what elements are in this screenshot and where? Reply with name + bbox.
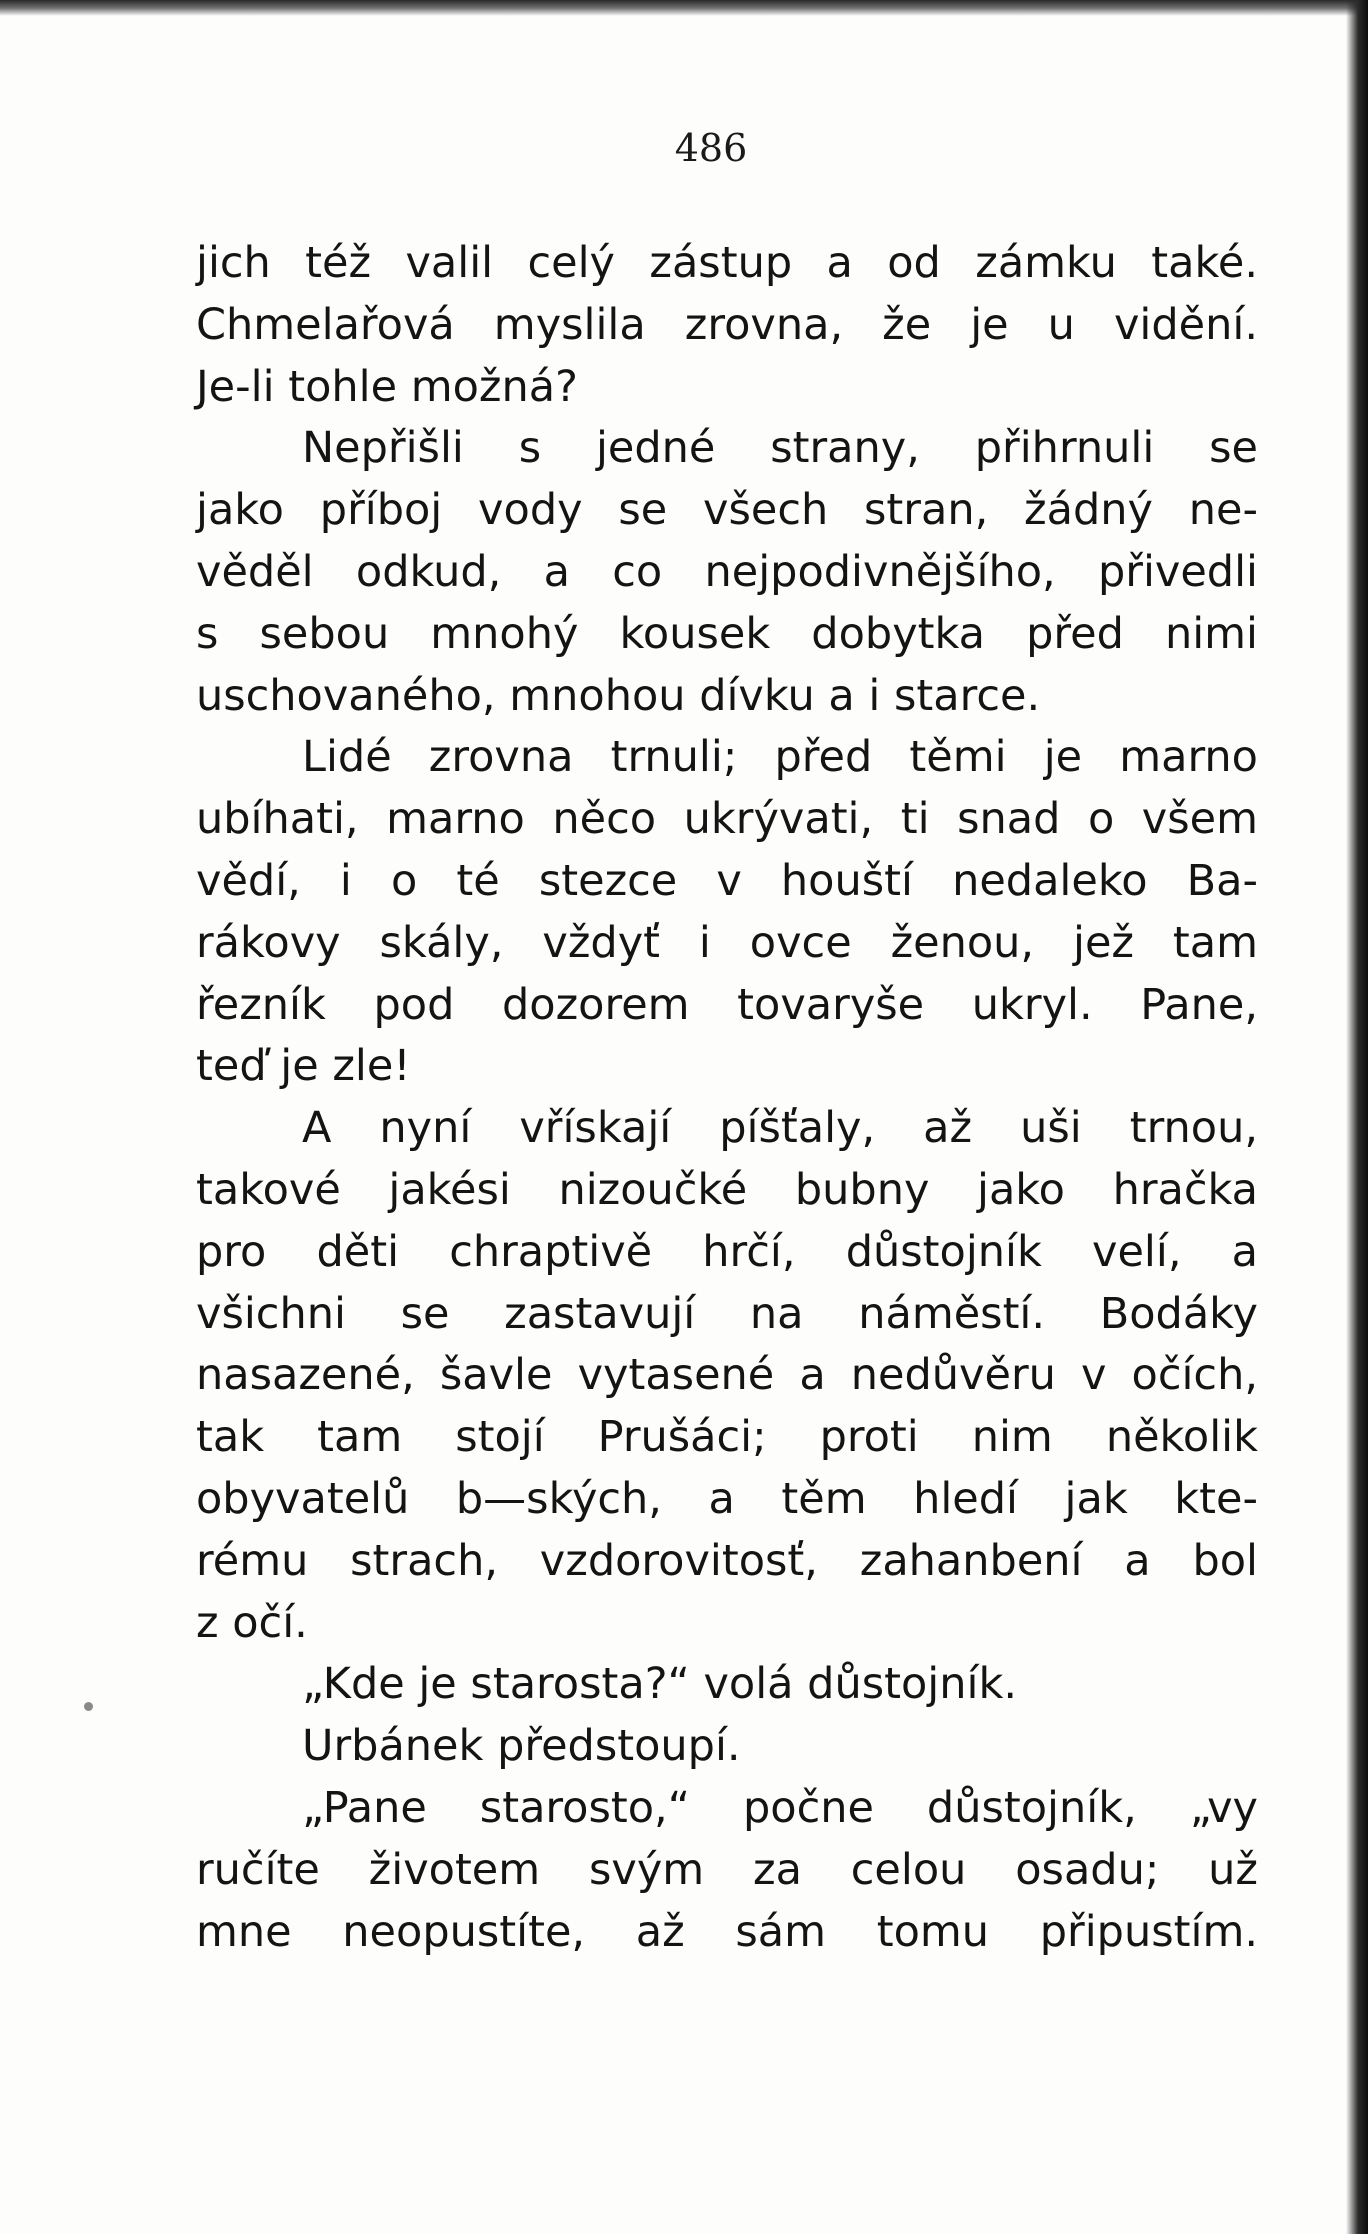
- text-line: řezník pod dozorem tovaryše ukryl. Pane,: [196, 979, 1258, 1030]
- text-line: věděl odkud, a co nejpodivnějšího, přivedli: [196, 546, 1258, 597]
- text-line: mne neopustíte, až sám tomu připustím.: [196, 1906, 1258, 1957]
- text-line: rému strach, vzdorovitosť, zahanbení a bol: [196, 1535, 1258, 1586]
- text-line: jako příboj vody se všech stran, žádný ne-: [196, 485, 1258, 536]
- text-line: A nyní vřískají píšťaly, až uši trnou,: [302, 1103, 1258, 1154]
- text-line: rákovy skály, vždyť i ovce ženou, jež tam: [196, 917, 1258, 968]
- text-line: Chmelařová myslila zrovna, že je u vidění.: [196, 299, 1258, 350]
- text-line: takové jakési nizoučké bubny jako hračka: [196, 1164, 1258, 1215]
- text-line: „Pane starosto,“ počne důstojník, „vy: [302, 1782, 1258, 1833]
- body-text: [196, 233, 1258, 1963]
- page-number: 486: [674, 126, 748, 170]
- text-line: obyvatelů b—ských, a těm hledí jak kte-: [196, 1473, 1258, 1524]
- text-line: Lidé zrovna trnuli; před těmi je marno: [302, 732, 1258, 783]
- text-line: jich též valil celý zástup a od zámku také.: [196, 238, 1258, 288]
- text-line: Urbánek předstoupí.: [302, 1721, 741, 1772]
- text-line: pro děti chraptivě hrčí, důstojník velí, a: [196, 1226, 1258, 1277]
- text-line: nasazené, šavle vytasené a nedůvěru v očích,: [196, 1350, 1258, 1401]
- text-line: z očí.: [196, 1597, 308, 1648]
- text-line: vědí, i o té stezce v houští nedaleko Ba-: [196, 855, 1258, 906]
- text-line: ručíte životem svým za celou osadu; už: [196, 1844, 1258, 1895]
- text-line: ubíhati, marno něco ukrývati, ti snad o všem: [196, 794, 1258, 845]
- text-line: tak tam stojí Prušáci; proti nim několik: [196, 1412, 1258, 1463]
- scan-top-edge: [0, 0, 1368, 16]
- text-line: všichni se zastavují na náměstí. Bodáky: [196, 1288, 1258, 1339]
- scan-speck: [84, 1702, 93, 1711]
- text-line: Nepřišli s jedné strany, přihrnuli se: [302, 423, 1258, 474]
- text-line: teď je zle!: [196, 1041, 411, 1092]
- text-line: uschovaného, mnohou dívku a i starce.: [196, 670, 1041, 721]
- scan-right-edge: [1346, 0, 1368, 2234]
- text-line: s sebou mnohý kousek dobytka před nimi: [196, 608, 1258, 659]
- text-line: „Kde je starosta?“ volá důstojník.: [302, 1659, 1018, 1710]
- text-line: Je-li tohle možná?: [196, 361, 578, 412]
